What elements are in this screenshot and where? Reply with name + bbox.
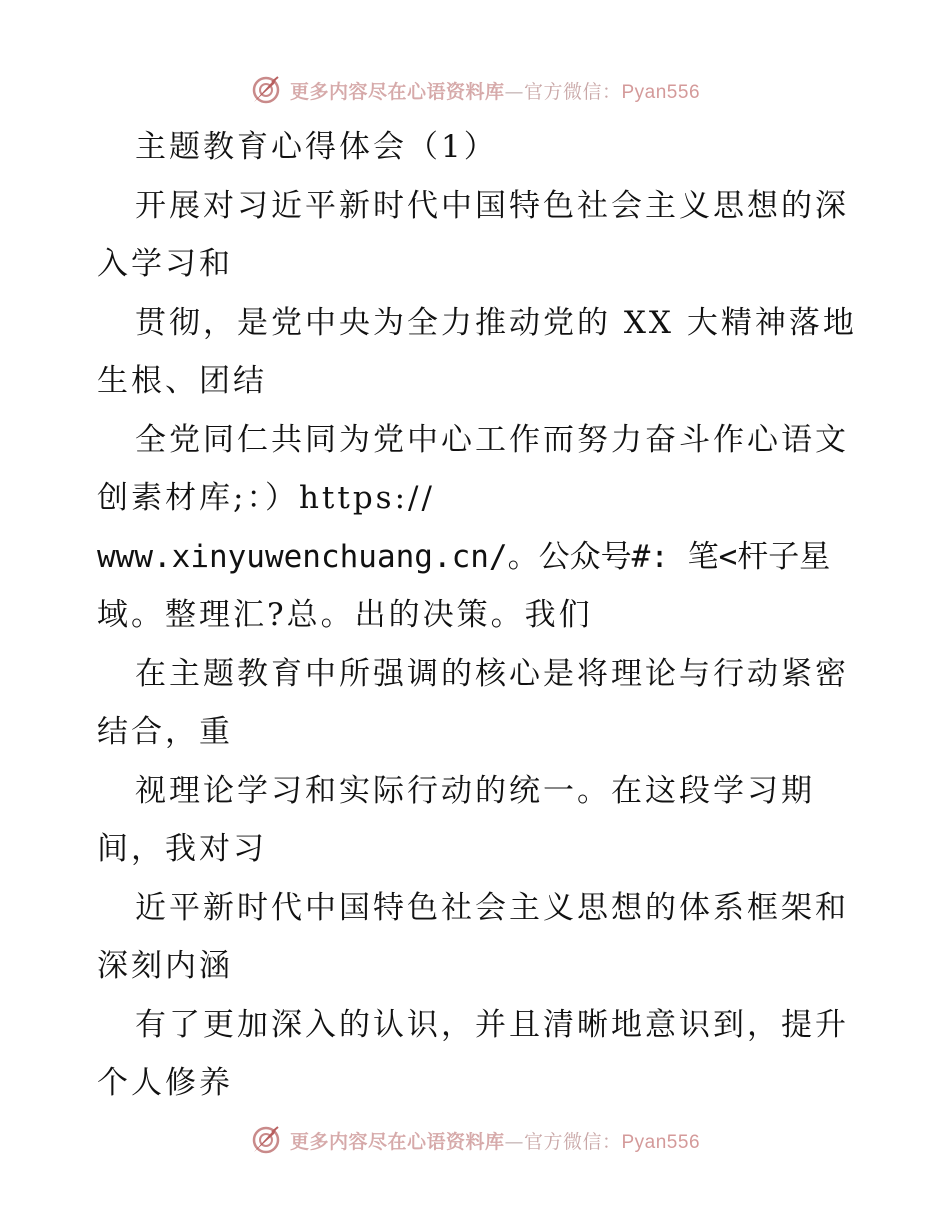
paragraph-line: 开展对习近平新时代中国特色社会主义思想的深 bbox=[135, 187, 849, 224]
watermark-wechat-id: Pyan556 bbox=[621, 1131, 701, 1153]
watermark-dash: — bbox=[504, 80, 524, 103]
paragraph-line: 域。整理汇?总。出的决策。我们 bbox=[97, 597, 593, 633]
paragraph-line: 创素材库;：）https:// bbox=[97, 480, 435, 516]
footer-watermark bbox=[0, 1120, 950, 1160]
paragraph-line: 在主题教育中所强调的核心是将理论与行动紧密 bbox=[135, 655, 849, 692]
document-body bbox=[97, 118, 867, 1113]
paragraph-line: 入学习和 bbox=[97, 246, 233, 282]
watermark-dash: — bbox=[504, 1130, 524, 1153]
paragraph-line: 全党同仁共同为党中心工作而努力奋斗作心语文 bbox=[135, 421, 849, 458]
watermark-wechat-id: Pyan556 bbox=[621, 81, 701, 103]
paragraph-line: 个人修养 bbox=[97, 1065, 233, 1101]
quill-seal-logo-icon bbox=[250, 74, 282, 106]
paragraph-line: 贯彻，是党中央为全力推动党的 XX 大精神落地 bbox=[135, 304, 857, 341]
paragraph-line: 有了更加深入的认识，并且清晰地意识到，提升 bbox=[135, 1006, 849, 1043]
paragraph-line: 视理论学习和实际行动的统一。在这段学习期 bbox=[135, 772, 815, 809]
document-title: 主题教育心得体会（1） bbox=[135, 129, 498, 165]
paragraph-line: 结合，重 bbox=[97, 714, 233, 750]
watermark-text bbox=[290, 1127, 700, 1154]
watermark-text bbox=[290, 77, 700, 104]
watermark-official-label: 官方微信： bbox=[523, 80, 622, 103]
watermark-official-label: 官方微信： bbox=[523, 1130, 622, 1153]
paragraph-line: 间，我对习 bbox=[97, 831, 267, 867]
paragraph-line: 生根、团结 bbox=[97, 363, 267, 399]
watermark-site-name: 更多内容尽在心语资料库 bbox=[289, 80, 505, 103]
paragraph-line: 近平新时代中国特色社会主义思想的体系框架和 bbox=[135, 889, 849, 926]
paragraph-line: 深刻内涵 bbox=[97, 948, 233, 984]
watermark-site-name: 更多内容尽在心语资料库 bbox=[289, 1130, 505, 1153]
quill-seal-logo-icon bbox=[250, 1124, 282, 1156]
paragraph-line-url: www.xinyuwenchuang.cn/。公众号#: 笔<杆子星 bbox=[97, 538, 831, 575]
header-watermark bbox=[0, 70, 950, 110]
